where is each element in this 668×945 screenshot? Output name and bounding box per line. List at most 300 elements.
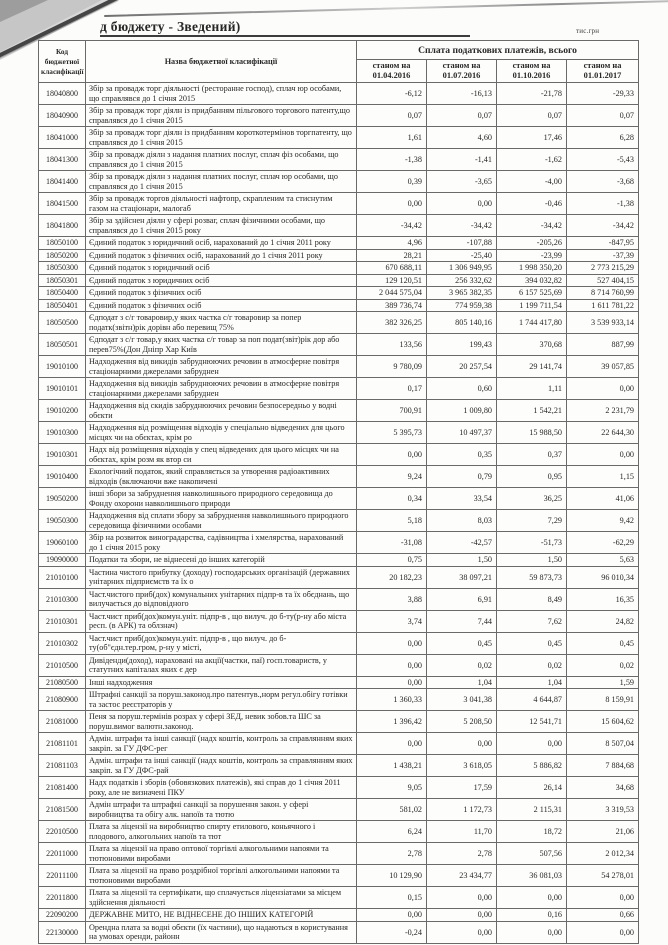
table-row bbox=[39, 843, 639, 865]
table-row bbox=[39, 566, 639, 588]
row-value: 1 438,21 bbox=[357, 755, 427, 777]
budget-table bbox=[38, 40, 639, 944]
row-value: 0,35 bbox=[427, 444, 497, 466]
row-value: 2,78 bbox=[427, 843, 497, 865]
table-row bbox=[39, 610, 639, 632]
row-value: 8 507,04 bbox=[567, 733, 639, 755]
row-value: 4 644,87 bbox=[497, 689, 567, 711]
row-value: 6,24 bbox=[357, 821, 427, 843]
row-value: 7,62 bbox=[497, 610, 567, 632]
row-value: 6,91 bbox=[427, 588, 497, 610]
table-row bbox=[39, 215, 639, 237]
row-value: -107,88 bbox=[427, 237, 497, 250]
table-row bbox=[39, 865, 639, 887]
row-value: 2 231,79 bbox=[567, 400, 639, 422]
row-value: 507,56 bbox=[497, 843, 567, 865]
row-value: 805 140,16 bbox=[427, 312, 497, 334]
row-value: 9,24 bbox=[357, 466, 427, 488]
table-header bbox=[39, 41, 639, 83]
table-row bbox=[39, 466, 639, 488]
unit-label: тис.грн bbox=[576, 27, 600, 35]
row-value: 0,00 bbox=[357, 632, 427, 654]
table-row bbox=[39, 777, 639, 799]
row-code: 19090000 bbox=[39, 554, 86, 567]
table-row bbox=[39, 799, 639, 821]
row-code: 21081000 bbox=[39, 711, 86, 733]
table-body bbox=[39, 83, 639, 944]
row-value: 7,29 bbox=[497, 510, 567, 532]
row-value: 2 773 215,29 bbox=[567, 262, 639, 275]
row-name: інші збори за забруднення навколишнього природного середовища до Фонду охорони навколишнього природи bbox=[86, 488, 357, 510]
row-value: 0,17 bbox=[357, 378, 427, 400]
row-value: 0,00 bbox=[567, 378, 639, 400]
row-value: 581,02 bbox=[357, 799, 427, 821]
row-code: 21081103 bbox=[39, 755, 86, 777]
table-row bbox=[39, 755, 639, 777]
row-name: Збір за провадж торг діялн із придбанням пільгового торгового патенту,що справлявся до 1 січня 2015 bbox=[86, 105, 357, 127]
row-value: 3 965 382,35 bbox=[427, 287, 497, 300]
row-value: 8 159,91 bbox=[567, 689, 639, 711]
row-value: 3 539 933,14 bbox=[567, 312, 639, 334]
row-value: 9 780,09 bbox=[357, 356, 427, 378]
row-value: 199,43 bbox=[427, 334, 497, 356]
table-row bbox=[39, 689, 639, 711]
row-name: Екологічний податок, який справляється за утворення радіоактивних відходів (включаючи вже накопичені bbox=[86, 466, 357, 488]
table-row bbox=[39, 733, 639, 755]
row-code: 21010500 bbox=[39, 654, 86, 676]
row-name: Надходження від розміщення відходів у спеціально відведених для цього місцях чи на обєктах, крім ро bbox=[86, 422, 357, 444]
row-value: 2,78 bbox=[357, 843, 427, 865]
header-code: Код бюджетної класифікації bbox=[39, 41, 86, 83]
row-value: 1,50 bbox=[497, 554, 567, 567]
row-value: 1,61 bbox=[357, 127, 427, 149]
row-value: -0,24 bbox=[357, 921, 427, 943]
row-value: 0,00 bbox=[497, 733, 567, 755]
row-value: 1 998 350,20 bbox=[497, 262, 567, 275]
row-value: 0,00 bbox=[497, 921, 567, 943]
row-value: 1 360,33 bbox=[357, 689, 427, 711]
table-row bbox=[39, 654, 639, 676]
row-code: 21081101 bbox=[39, 733, 86, 755]
row-name: Част.чист приб(дох)комун.уніт. підпр-в , що вилуч. до б-ту(р-ну або міста респ. (в АРК) та облзнач) bbox=[86, 610, 357, 632]
row-value: 39 057,85 bbox=[567, 356, 639, 378]
row-value: 670 688,11 bbox=[357, 262, 427, 275]
row-value: 0,00 bbox=[357, 676, 427, 689]
row-value: 54 278,01 bbox=[567, 865, 639, 887]
row-value: 24,82 bbox=[567, 610, 639, 632]
row-code: 18041500 bbox=[39, 193, 86, 215]
period-date: 01.07.2016 bbox=[442, 71, 481, 81]
row-code: 19050200 bbox=[39, 488, 86, 510]
period-prefix: станом на bbox=[372, 61, 411, 70]
row-value: 15 604,62 bbox=[567, 711, 639, 733]
table-row bbox=[39, 887, 639, 909]
table-row bbox=[39, 334, 639, 356]
row-code: 19010100 bbox=[39, 356, 86, 378]
table-row bbox=[39, 378, 639, 400]
table-row bbox=[39, 149, 639, 171]
row-code: 18050500 bbox=[39, 312, 86, 334]
row-value: 2 044 575,04 bbox=[357, 287, 427, 300]
row-code: 21010300 bbox=[39, 588, 86, 610]
row-value: 0,00 bbox=[427, 733, 497, 755]
row-value: 1,15 bbox=[567, 466, 639, 488]
row-value: 0,00 bbox=[357, 654, 427, 676]
table-row bbox=[39, 444, 639, 466]
row-value: 389 736,74 bbox=[357, 299, 427, 312]
table-row bbox=[39, 299, 639, 312]
row-value: 1,50 bbox=[427, 554, 497, 567]
page-top-edge-artifact bbox=[104, 0, 668, 17]
row-code: 22011100 bbox=[39, 865, 86, 887]
row-value: 0,34 bbox=[357, 488, 427, 510]
row-value: 1,11 bbox=[497, 378, 567, 400]
row-name: Єдиний податок з юридичний осіб bbox=[86, 262, 357, 275]
row-value: 1 009,80 bbox=[427, 400, 497, 422]
row-value: 9,05 bbox=[357, 777, 427, 799]
row-name: Дивіденди(доход), нараховані на акції(частки, паї) госп.товариств, у статутних капіталах яких є дер bbox=[86, 654, 357, 676]
row-code: 19010400 bbox=[39, 466, 86, 488]
table-row bbox=[39, 588, 639, 610]
table-row bbox=[39, 632, 639, 654]
row-value: -34,42 bbox=[497, 215, 567, 237]
row-value: -62,29 bbox=[567, 532, 639, 554]
row-name: Надходження від скидів забруднюючих речовин безпосередньо у водні обєкти bbox=[86, 400, 357, 422]
row-value: 16,35 bbox=[567, 588, 639, 610]
row-value: 6,28 bbox=[567, 127, 639, 149]
row-value: 15 988,50 bbox=[497, 422, 567, 444]
row-code: 18050300 bbox=[39, 262, 86, 275]
table-row bbox=[39, 921, 639, 943]
row-code: 19050300 bbox=[39, 510, 86, 532]
table-row bbox=[39, 510, 639, 532]
row-name: Надходження від викидів забруднюючих речовин в атмосферне повітря стаціонарними джерелами забруднен bbox=[86, 378, 357, 400]
row-value: 2 012,34 bbox=[567, 843, 639, 865]
row-value: 0,07 bbox=[427, 105, 497, 127]
row-code: 18050100 bbox=[39, 237, 86, 250]
row-value: -34,42 bbox=[357, 215, 427, 237]
row-value: 5 886,82 bbox=[497, 755, 567, 777]
row-value: 0,07 bbox=[357, 105, 427, 127]
row-name: Част.чист приб(дох)комун.уніт. підпр-в , що вилуч. до б-ту(об"єдн.тер.гром, р-ну у місті, bbox=[86, 632, 357, 654]
row-value: 0,00 bbox=[567, 921, 639, 943]
row-value: 6 157 525,69 bbox=[497, 287, 567, 300]
table-row bbox=[39, 287, 639, 300]
row-value: 0,02 bbox=[427, 654, 497, 676]
row-code: 21080900 bbox=[39, 689, 86, 711]
row-value: -21,78 bbox=[497, 83, 567, 105]
table-row bbox=[39, 554, 639, 567]
row-name: Надходження від сплати збору за забруднення навколишнього природного середовища фізичними особами bbox=[86, 510, 357, 532]
row-value: 3 041,38 bbox=[427, 689, 497, 711]
row-value: 1 172,73 bbox=[427, 799, 497, 821]
row-name: Штрафні санкції за поруш.законод.про патентув.,норм регул.обігу готівки та застос реєстраторів у bbox=[86, 689, 357, 711]
table-row bbox=[39, 711, 639, 733]
row-value: 4,60 bbox=[427, 127, 497, 149]
row-name: Збір за здійснен діялн у сфері розваг, сплач фізичними особами, що справлявся до 1 січня 2015 року bbox=[86, 215, 357, 237]
row-name: Частина чистого прибутку (доходу) господарських організацій (державних унітарних підприємств та їх о bbox=[86, 566, 357, 588]
row-value: 0,60 bbox=[427, 378, 497, 400]
row-value: 1 396,42 bbox=[357, 711, 427, 733]
row-value: 8,03 bbox=[427, 510, 497, 532]
row-value: -0,46 bbox=[497, 193, 567, 215]
row-value: -42,57 bbox=[427, 532, 497, 554]
row-name: Інші надходження bbox=[86, 676, 357, 689]
row-value: 11,70 bbox=[427, 821, 497, 843]
row-value: 29 141,74 bbox=[497, 356, 567, 378]
row-value: 1,04 bbox=[427, 676, 497, 689]
row-value: 1,59 bbox=[567, 676, 639, 689]
row-value: 23 434,77 bbox=[427, 865, 497, 887]
row-value: 0,00 bbox=[427, 921, 497, 943]
row-value: -16,13 bbox=[427, 83, 497, 105]
row-value: -4,00 bbox=[497, 171, 567, 193]
table-row bbox=[39, 488, 639, 510]
row-name: Адмін. штрафи та інші санкції (надх коштів, контроль за справлянням яких закріп. за ГУ ДФС-рай bbox=[86, 755, 357, 777]
row-value: -205,26 bbox=[497, 237, 567, 250]
row-value: 10 497,37 bbox=[427, 422, 497, 444]
row-value: 36 081,03 bbox=[497, 865, 567, 887]
row-name: Част.чистого приб(дох) комунальних унітарних підпр-в та їх обєднань, що вилучається до відповідного bbox=[86, 588, 357, 610]
row-value: 133,56 bbox=[357, 334, 427, 356]
row-value: 0,95 bbox=[497, 466, 567, 488]
row-code: 18041300 bbox=[39, 149, 86, 171]
page-title: д бюджету - Зведений) bbox=[100, 19, 241, 34]
row-value: -51,73 bbox=[497, 532, 567, 554]
row-value: 0,00 bbox=[567, 887, 639, 909]
row-code: 19010101 bbox=[39, 378, 86, 400]
row-name: Пеня за поруш.термінів розрах у сфері ЗЕД, невик зобов.та ШС за поруш.вимог валютн.законод. bbox=[86, 711, 357, 733]
row-value: 1,04 bbox=[497, 676, 567, 689]
row-value: 2 115,31 bbox=[497, 799, 567, 821]
row-name: Єдподат з с/г товар,у яких частка с/г товар за поп подат(звіт)рік дор або перев75%(Дон Дніпр Хар Київ bbox=[86, 334, 357, 356]
row-code: 18050200 bbox=[39, 249, 86, 262]
row-value: 5 395,73 bbox=[357, 422, 427, 444]
row-value: 0,00 bbox=[427, 909, 497, 922]
row-value: 5,63 bbox=[567, 554, 639, 567]
title-underline bbox=[100, 35, 470, 37]
table-row bbox=[39, 127, 639, 149]
row-name: Збір за провадж діялн з надання платних послуг, сплач фіз особами, що справлявся до 1 січня 2015 bbox=[86, 149, 357, 171]
row-value: 7,44 bbox=[427, 610, 497, 632]
row-value: 0,00 bbox=[357, 193, 427, 215]
row-value: 8,49 bbox=[497, 588, 567, 610]
row-value: 20 257,54 bbox=[427, 356, 497, 378]
row-value: -23,99 bbox=[497, 249, 567, 262]
row-code: 21080500 bbox=[39, 676, 86, 689]
row-value: 18,72 bbox=[497, 821, 567, 843]
row-value: -34,42 bbox=[427, 215, 497, 237]
row-value: 129 120,51 bbox=[357, 274, 427, 287]
row-code: 18041800 bbox=[39, 215, 86, 237]
period-date: 01.10.2016 bbox=[512, 71, 551, 81]
table-row bbox=[39, 237, 639, 250]
row-code: 18050401 bbox=[39, 299, 86, 312]
row-value: 26,14 bbox=[497, 777, 567, 799]
row-value: 33,54 bbox=[427, 488, 497, 510]
row-name: ДЕРЖАВНЕ МИТО, НЕ ВІДНЕСЕНЕ ДО ІНШИХ КАТЕГОРІЙ bbox=[86, 909, 357, 922]
row-code: 19010200 bbox=[39, 400, 86, 422]
row-value: 0,02 bbox=[497, 654, 567, 676]
row-value: 0,00 bbox=[567, 444, 639, 466]
row-value: 0,00 bbox=[427, 193, 497, 215]
row-value: 527 404,15 bbox=[567, 274, 639, 287]
row-value: 1 306 949,95 bbox=[427, 262, 497, 275]
row-value: 38 097,21 bbox=[427, 566, 497, 588]
row-code: 22011000 bbox=[39, 843, 86, 865]
row-code: 21010301 bbox=[39, 610, 86, 632]
row-name: Збір на розвиток виноградарства, садівництва і хмелярства, нарахований до 1 січня 2015 року bbox=[86, 532, 357, 554]
row-name: Плата за ліцензії на право роздрібної торгівлі алкогольними напоями та тютюновими виробами bbox=[86, 865, 357, 887]
row-name: Надходження від викидів забруднюючих речовин в атмосферне повітря стаціонарними джерелами забруднен bbox=[86, 356, 357, 378]
row-value: 370,68 bbox=[497, 334, 567, 356]
row-value: -34,42 bbox=[567, 215, 639, 237]
table-row bbox=[39, 105, 639, 127]
row-value: 0,02 bbox=[567, 654, 639, 676]
row-value: -6,12 bbox=[357, 83, 427, 105]
row-value: 17,46 bbox=[497, 127, 567, 149]
row-value: -5,43 bbox=[567, 149, 639, 171]
row-value: -847,95 bbox=[567, 237, 639, 250]
row-value: 1 744 417,80 bbox=[497, 312, 567, 334]
row-code: 21010302 bbox=[39, 632, 86, 654]
row-value: 3 319,53 bbox=[567, 799, 639, 821]
row-name: Надх податків і зборів (обовязкових платежів), які справ до 1 січня 2011 року, але не визначені ПКУ bbox=[86, 777, 357, 799]
row-code: 18050501 bbox=[39, 334, 86, 356]
row-value: 0,00 bbox=[357, 909, 427, 922]
table-row bbox=[39, 193, 639, 215]
row-name: Збір за провадж торг діяльності (ресторанне господ), сплач юр особами, що справлявся до 1 січня 2015 bbox=[86, 83, 357, 105]
row-value: 700,91 bbox=[357, 400, 427, 422]
row-code: 18040900 bbox=[39, 105, 86, 127]
row-value: -1,38 bbox=[567, 193, 639, 215]
row-name: Податки та збори, не віднесені до інших категорій bbox=[86, 554, 357, 567]
header-group: Сплата податкових платежів, всього bbox=[357, 41, 639, 60]
table-row bbox=[39, 312, 639, 334]
row-value: 5 208,50 bbox=[427, 711, 497, 733]
row-value: 887,99 bbox=[567, 334, 639, 356]
row-value: 0,66 bbox=[567, 909, 639, 922]
header-period-1 bbox=[357, 60, 427, 83]
row-value: 0,15 bbox=[357, 887, 427, 909]
row-value: 36,25 bbox=[497, 488, 567, 510]
row-name: Плата за ліцензії на виробництво спирту етилового, коньячного і плодового, алкогольних напоїв та тют bbox=[86, 821, 357, 843]
row-value: -1,41 bbox=[427, 149, 497, 171]
row-value: 0,00 bbox=[357, 444, 427, 466]
row-value: 0,00 bbox=[427, 887, 497, 909]
period-prefix: станом на bbox=[583, 61, 622, 70]
row-value: 34,68 bbox=[567, 777, 639, 799]
row-value: -29,33 bbox=[567, 83, 639, 105]
row-name: Єдиний податок з фізичних осіб bbox=[86, 287, 357, 300]
row-value: -3,68 bbox=[567, 171, 639, 193]
row-code: 19060100 bbox=[39, 532, 86, 554]
table-row bbox=[39, 422, 639, 444]
row-value: 0,45 bbox=[567, 632, 639, 654]
row-value: 1 199 711,54 bbox=[497, 299, 567, 312]
row-value: 382 326,25 bbox=[357, 312, 427, 334]
row-value: 20 182,23 bbox=[357, 566, 427, 588]
row-code: 18040800 bbox=[39, 83, 86, 105]
row-value: 0,16 bbox=[497, 909, 567, 922]
row-name: Єдиний податок з юридичних осіб bbox=[86, 274, 357, 287]
row-code: 22130000 bbox=[39, 921, 86, 943]
row-name: Єдиний податок з юридичний осіб, нарахований до 1 січня 2011 року bbox=[86, 237, 357, 250]
row-value: 256 332,62 bbox=[427, 274, 497, 287]
row-value: 774 959,38 bbox=[427, 299, 497, 312]
row-code: 22011800 bbox=[39, 887, 86, 909]
table-row bbox=[39, 676, 639, 689]
row-value: 0,07 bbox=[567, 105, 639, 127]
row-value: 0,45 bbox=[427, 632, 497, 654]
table-row bbox=[39, 400, 639, 422]
row-code: 18041000 bbox=[39, 127, 86, 149]
row-code: 21081400 bbox=[39, 777, 86, 799]
header-period-2 bbox=[427, 60, 497, 83]
row-value: 12 541,71 bbox=[497, 711, 567, 733]
table-row bbox=[39, 262, 639, 275]
row-code: 21010100 bbox=[39, 566, 86, 588]
header-name: Назва бюджетної класифікації bbox=[86, 41, 357, 83]
row-name: Адмін штрафи та штрафні санкції за порушення закон. у сфері виробництва та обігу алк. напоїв та тютю bbox=[86, 799, 357, 821]
row-value: 3 618,05 bbox=[427, 755, 497, 777]
row-name: Плата за ліцензії та сертифікати, що сплачується ліцензіатами за місцем здійснення діяльності bbox=[86, 887, 357, 909]
row-value: 1 542,21 bbox=[497, 400, 567, 422]
header-period-3 bbox=[497, 60, 567, 83]
table-row bbox=[39, 909, 639, 922]
row-name: Єдиний податок з фізичних осіб bbox=[86, 299, 357, 312]
row-name: Орендна плата за водні обєкти (їх частини), що надаються в користування на умовах оренди, районн bbox=[86, 921, 357, 943]
row-value: 0,37 bbox=[497, 444, 567, 466]
row-code: 18050301 bbox=[39, 274, 86, 287]
period-date: 01.01.2017 bbox=[583, 71, 622, 81]
row-value: 0,79 bbox=[427, 466, 497, 488]
table-row bbox=[39, 83, 639, 105]
row-value: 394 032,82 bbox=[497, 274, 567, 287]
row-value: 5,18 bbox=[357, 510, 427, 532]
header-period-4 bbox=[567, 60, 639, 83]
row-value: 0,45 bbox=[497, 632, 567, 654]
row-value: 7 884,68 bbox=[567, 755, 639, 777]
row-name: Збір за провадж діялн з надання платних послуг, сплач юр особами, що справлявся до 1 січня 2015 bbox=[86, 171, 357, 193]
row-value: -31,08 bbox=[357, 532, 427, 554]
table-row bbox=[39, 171, 639, 193]
row-value: -25,40 bbox=[427, 249, 497, 262]
row-name: Надх від розміщення відходів у спец відведених для цього місцях чи на обєктах, крім розм як втор си bbox=[86, 444, 357, 466]
row-name: Плата за ліцензії на право оптової торгівлі алкогольними напоями та тютюновими виробами bbox=[86, 843, 357, 865]
row-value: 59 873,73 bbox=[497, 566, 567, 588]
row-value: 3,88 bbox=[357, 588, 427, 610]
row-code: 18041400 bbox=[39, 171, 86, 193]
row-code: 21081500 bbox=[39, 799, 86, 821]
row-value: 22 644,30 bbox=[567, 422, 639, 444]
period-date: 01.04.2016 bbox=[372, 71, 411, 81]
row-name: Адмін. штрафи та інші санкції (надх коштів, контроль за справлянням яких закріп. за ГУ ДФС-рег bbox=[86, 733, 357, 755]
row-name: Єдиний податок з фізичних осіб, нарахований до 1 січня 2011 року bbox=[86, 249, 357, 262]
row-name: Збір за провадж торг діялн із придбанням короткотермінов торгпатенту, що справлявся до 1 січня 2015 bbox=[86, 127, 357, 149]
row-value: 96 010,34 bbox=[567, 566, 639, 588]
row-value: 28,21 bbox=[357, 249, 427, 262]
table-row bbox=[39, 274, 639, 287]
row-value: 0,07 bbox=[497, 105, 567, 127]
table-row bbox=[39, 532, 639, 554]
row-value: 21,06 bbox=[567, 821, 639, 843]
row-value: 0,00 bbox=[497, 887, 567, 909]
row-value: 1 611 781,22 bbox=[567, 299, 639, 312]
row-value: -37,39 bbox=[567, 249, 639, 262]
period-prefix: станом на bbox=[512, 61, 551, 70]
row-code: 19010300 bbox=[39, 422, 86, 444]
